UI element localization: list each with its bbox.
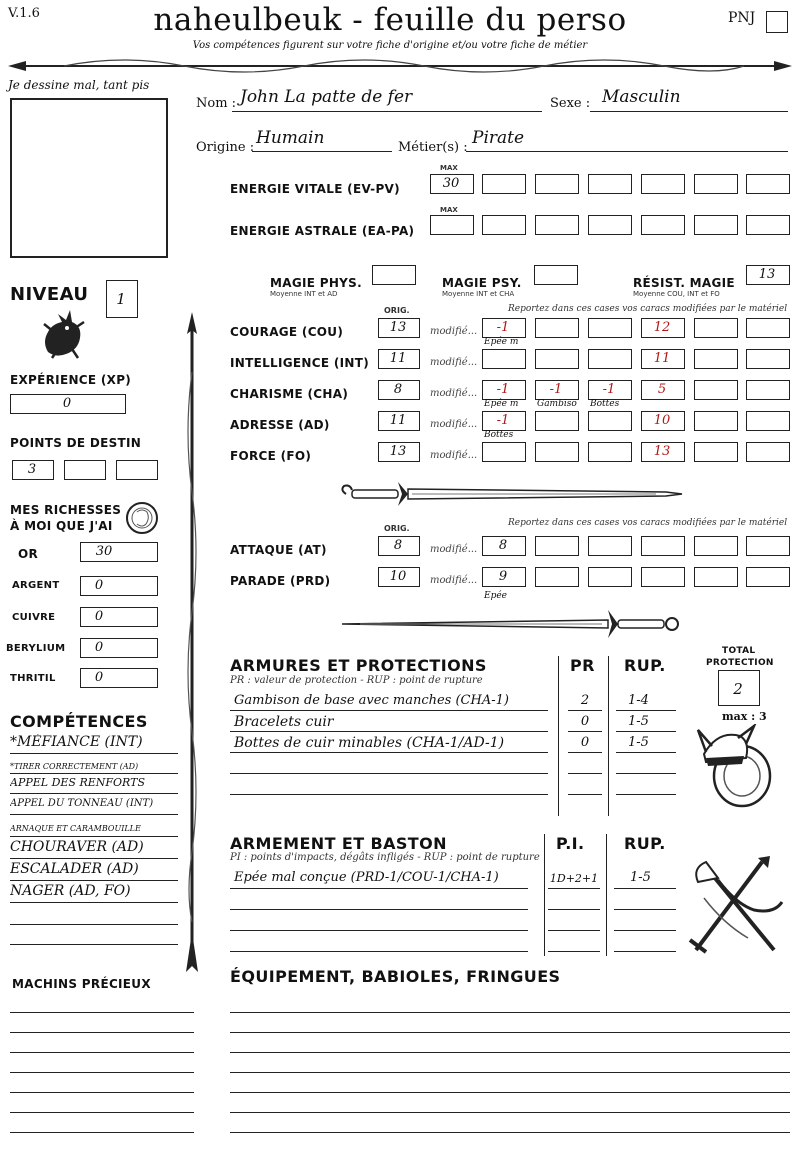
competence-item[interactable]: CHOURAVER (AD) <box>10 839 178 859</box>
arme-pi-line[interactable] <box>548 930 600 931</box>
xp-box[interactable]: 0 <box>10 394 126 414</box>
armure-name: Gambison de base avec manches (CHA-1) <box>234 693 509 708</box>
origine-field[interactable] <box>252 128 392 152</box>
combat-note: Reportez dans ces cases vos caracs modifiées par le matériel <box>508 518 788 528</box>
combat-orig-box[interactable] <box>378 567 420 587</box>
modifie-label: modifié... <box>430 326 478 337</box>
berylium-label: BERYLIUM <box>6 643 66 654</box>
equipement-line[interactable] <box>230 1032 790 1033</box>
max-protection: max : 3 <box>722 710 767 723</box>
carac-label: ADRESSE (AD) <box>230 418 330 432</box>
berylium-box[interactable]: 0 <box>80 638 158 658</box>
carac-mod-box[interactable] <box>588 349 632 369</box>
carac-label: FORCE (FO) <box>230 449 312 463</box>
helmet-shield-icon <box>696 724 776 810</box>
combat-mod-box[interactable] <box>482 567 526 587</box>
ea-label: ENERGIE ASTRALE (EA-PA) <box>230 224 415 238</box>
competence-item[interactable]: NAGER (AD, FO) <box>10 883 178 903</box>
armure-rup-line[interactable] <box>616 794 676 795</box>
carac-mod-note: Gambiso <box>537 399 577 409</box>
armement-col-rup: RUP. <box>624 834 666 853</box>
carac-mod-box[interactable] <box>694 411 738 431</box>
arme-rup-line[interactable] <box>614 930 676 931</box>
ea-box[interactable] <box>535 215 579 235</box>
nom-label: Nom : <box>196 96 237 111</box>
portrait-caption: Je dessine mal, tant pis <box>8 78 150 92</box>
niveau-label: NIVEAU <box>10 284 89 305</box>
thritil-box[interactable]: 0 <box>80 668 158 688</box>
arme-line[interactable] <box>230 951 528 952</box>
carac-orig-value: 8 <box>393 382 403 397</box>
modifie-label: modifié... <box>430 450 478 461</box>
carac-mod-box[interactable] <box>588 380 632 400</box>
cuivre-label: CUIVRE <box>12 612 56 623</box>
ea-box[interactable] <box>641 215 685 235</box>
armures-sub: PR : valeur de protection - RUP : point de rupture <box>230 675 483 686</box>
magie-phys-box[interactable] <box>372 265 416 285</box>
carac-mod-box[interactable] <box>482 411 526 431</box>
armure-pr: 2 <box>580 693 590 708</box>
equipement-line[interactable] <box>230 1112 790 1113</box>
carac-mod-box[interactable] <box>694 380 738 400</box>
magie-psy-label: MAGIE PSY. <box>442 276 522 290</box>
combat-mod-box[interactable] <box>641 567 685 587</box>
carac-orig-box[interactable] <box>378 380 420 400</box>
carac-label: COURAGE (COU) <box>230 325 344 339</box>
armure-line[interactable] <box>230 731 548 732</box>
resist-magie-box[interactable]: 13 <box>746 265 790 285</box>
carac-mod-box[interactable] <box>588 442 632 462</box>
carac-mod-box[interactable] <box>482 349 526 369</box>
competence-line[interactable] <box>10 944 178 945</box>
argent-box[interactable]: 0 <box>80 576 158 596</box>
armement-sub: PI : points d'impacts, dégâts infligés - RUP : point de rupture <box>230 852 540 863</box>
competence-item[interactable]: APPEL DES RENFORTS <box>10 776 178 794</box>
total-protection-label: TOTAL <box>722 646 756 656</box>
armure-rup: 1-4 <box>628 693 649 708</box>
ea-box[interactable] <box>482 215 526 235</box>
carac-mod-note: Bottes <box>590 399 620 409</box>
portrait-box[interactable] <box>10 98 168 258</box>
equipement-line[interactable] <box>230 1052 790 1053</box>
metier-value: Pirate <box>472 128 525 148</box>
combat-mod-box[interactable] <box>694 567 738 587</box>
combat-mod-box[interactable] <box>588 536 632 556</box>
carac-orig-box[interactable] <box>378 349 420 369</box>
carac-mod-note: Epée m <box>484 337 519 347</box>
armure-pr-line[interactable] <box>568 773 602 774</box>
carac-orig-value: 13 <box>389 320 407 335</box>
cuivre-box[interactable]: 0 <box>80 607 158 627</box>
carac-mod-box[interactable] <box>746 380 790 400</box>
ev-box[interactable] <box>482 174 526 194</box>
carac-mod-box[interactable] <box>694 318 738 338</box>
ea-max-label: MAX <box>440 206 458 214</box>
origine-value: Humain <box>256 128 325 148</box>
equipement-title: ÉQUIPEMENT, BABIOLES, FRINGUES <box>230 967 561 986</box>
modifie-label: modifié... <box>430 419 478 430</box>
carac-orig-value: 13 <box>389 444 407 459</box>
carac-mod-box[interactable] <box>641 349 685 369</box>
coin-icon <box>124 500 160 536</box>
equipement-line[interactable] <box>230 1132 790 1133</box>
sword-icon <box>336 478 686 512</box>
combat-note: Epée <box>484 591 507 601</box>
richesses-label-2: À MOI QUE J'AI <box>10 519 113 533</box>
machins-line[interactable] <box>10 1132 194 1133</box>
arme-rup-line[interactable] <box>614 951 676 952</box>
machins-line[interactable] <box>10 1032 194 1033</box>
arme-line[interactable] <box>230 888 528 889</box>
combat-label: ATTAQUE (AT) <box>230 543 327 557</box>
armure-rup: 1-5 <box>628 714 649 729</box>
resist-magie-label: RÉSIST. MAGIE <box>633 276 735 290</box>
carac-mod-value: -1 <box>602 382 616 397</box>
machins-line[interactable] <box>10 1092 194 1093</box>
xp-label: EXPÉRIENCE (XP) <box>10 373 132 387</box>
nom-value: John La patte de fer <box>240 87 413 107</box>
competence-item[interactable]: ESCALADER (AD) <box>10 861 178 881</box>
carac-orig-box[interactable] <box>378 411 420 431</box>
destin-label: POINTS DE DESTIN <box>10 436 142 450</box>
carac-mod-box[interactable] <box>535 318 579 338</box>
arme-pi-line[interactable] <box>548 909 600 910</box>
carac-mod-box[interactable] <box>694 442 738 462</box>
pnj-label: PNJ <box>728 10 756 26</box>
thritil-label: THRITIL <box>10 673 56 684</box>
armure-pr: 0 <box>580 735 590 750</box>
modifie-label: modifié... <box>430 575 478 586</box>
caracs-note: Reportez dans ces cases vos caracs modifiées par le matériel <box>508 304 788 314</box>
carac-mod-value: -1 <box>496 382 510 397</box>
carac-mod-box[interactable] <box>588 411 632 431</box>
competence-item[interactable]: *TIRER CORRECTEMENT (AD) <box>10 758 178 774</box>
armure-rup: 1-5 <box>628 735 649 750</box>
combat-label: PARADE (PRD) <box>230 574 331 588</box>
arme-rup: 1-5 <box>630 870 651 885</box>
combat-orig-label: ORIG. <box>384 524 410 533</box>
carac-mod-box[interactable] <box>535 349 579 369</box>
or-box[interactable]: 30 <box>80 542 158 562</box>
carac-mod-box[interactable] <box>641 318 685 338</box>
metier-field[interactable] <box>466 128 788 152</box>
carac-mod-value: 13 <box>653 444 671 459</box>
carac-orig-value: 11 <box>389 413 407 428</box>
carac-mod-box[interactable] <box>746 318 790 338</box>
carac-mod-box[interactable] <box>641 411 685 431</box>
combat-orig-value: 8 <box>393 538 403 553</box>
magie-psy-sub: Moyenne INT et CHA <box>442 290 515 298</box>
armure-rup-line[interactable] <box>616 752 676 753</box>
version-label: V.1.6 <box>8 6 40 21</box>
competence-line[interactable] <box>10 924 178 925</box>
ev-label: ENERGIE VITALE (EV-PV) <box>230 182 400 196</box>
magie-psy-box[interactable] <box>534 265 578 285</box>
origine-label: Origine : <box>196 140 255 155</box>
ev-box[interactable] <box>588 174 632 194</box>
armures-col-pr: PR <box>570 656 595 675</box>
arme-rup-line[interactable] <box>614 888 676 889</box>
destin-box[interactable]: 3 <box>12 460 54 480</box>
combat-mod-value: 8 <box>498 538 508 553</box>
armure-rup-line[interactable] <box>616 710 676 711</box>
caracs-orig-label: ORIG. <box>384 306 410 315</box>
carac-mod-box[interactable] <box>746 411 790 431</box>
carac-mod-box[interactable] <box>588 318 632 338</box>
machins-line[interactable] <box>10 1052 194 1053</box>
sexe-label: Sexe : <box>550 96 591 111</box>
modifie-label: modifié... <box>430 388 478 399</box>
armure-pr-line[interactable] <box>568 752 602 753</box>
carac-mod-box[interactable] <box>482 442 526 462</box>
carac-mod-box[interactable] <box>535 411 579 431</box>
combat-mod-value: 9 <box>498 569 508 584</box>
armure-pr-line[interactable] <box>568 710 602 711</box>
carac-mod-box[interactable] <box>535 380 579 400</box>
destin-box[interactable] <box>116 460 158 480</box>
combat-mod-box[interactable] <box>746 567 790 587</box>
armure-rup-line[interactable] <box>616 773 676 774</box>
combat-mod-box[interactable] <box>482 536 526 556</box>
armure-name: Bracelets cuir <box>234 714 334 730</box>
carac-mod-box[interactable] <box>482 380 526 400</box>
ev-box[interactable] <box>641 174 685 194</box>
armure-line[interactable] <box>230 773 548 774</box>
armure-line[interactable] <box>230 710 548 711</box>
page-subtitle: Vos compétences figurent sur votre fiche d'origine et/ou votre fiche de métier <box>192 40 588 51</box>
armure-name: Bottes de cuir minables (CHA-1/AD-1) <box>234 735 505 751</box>
carac-mod-box[interactable] <box>746 442 790 462</box>
or-label: OR <box>18 547 39 561</box>
ev-box[interactable] <box>746 174 790 194</box>
carac-mod-value: -1 <box>496 413 510 428</box>
modifie-label: modifié... <box>430 544 478 555</box>
combat-orig-box[interactable] <box>378 536 420 556</box>
carac-mod-value: 11 <box>653 351 671 366</box>
ev-max-box[interactable]: 30 <box>430 174 474 194</box>
carac-orig-value: 11 <box>389 351 407 366</box>
magie-phys-label: MAGIE PHYS. <box>270 276 362 290</box>
carac-mod-value: 5 <box>657 382 667 397</box>
armure-rup-line[interactable] <box>616 731 676 732</box>
carac-mod-value: 12 <box>653 320 671 335</box>
combat-orig-value: 10 <box>389 569 407 584</box>
equipement-line[interactable] <box>230 1072 790 1073</box>
carac-orig-box[interactable] <box>378 442 420 462</box>
carac-mod-note: Bottes <box>484 430 514 440</box>
ea-box[interactable] <box>588 215 632 235</box>
carac-mod-box[interactable] <box>641 442 685 462</box>
arme-pi: 1D+2+1 <box>549 872 599 885</box>
carac-mod-value: -1 <box>549 382 563 397</box>
total-protection-label-2: PROTECTION <box>706 658 774 668</box>
machins-line[interactable] <box>10 1112 194 1113</box>
armure-line[interactable] <box>230 752 548 753</box>
combat-mod-box[interactable] <box>535 567 579 587</box>
arme-name: Epée mal conçue (PRD-1/COU-1/CHA-1) <box>234 870 499 885</box>
ev-max-label: MAX <box>440 164 458 172</box>
arme-pi-line[interactable] <box>548 951 600 952</box>
crossed-weapons-icon <box>684 854 788 954</box>
sexe-field[interactable] <box>590 86 788 112</box>
carac-label: CHARISME (CHA) <box>230 387 349 401</box>
armure-pr-line[interactable] <box>568 794 602 795</box>
page-title: naheulbeuk - feuille du perso <box>153 2 627 38</box>
armement-title: ARMEMENT ET BASTON <box>230 834 447 853</box>
machins-line[interactable] <box>10 1072 194 1073</box>
total-protection-box[interactable]: 2 <box>718 670 760 706</box>
arme-pi-line[interactable] <box>548 888 600 889</box>
carac-mod-value: -1 <box>496 320 510 335</box>
niveau-box[interactable]: 1 <box>106 280 138 318</box>
equipement-line[interactable] <box>230 1092 790 1093</box>
ornamental-spear-icon <box>4 52 796 80</box>
armure-pr-line[interactable] <box>568 731 602 732</box>
carac-mod-box[interactable] <box>641 380 685 400</box>
sexe-value: Masculin <box>602 87 681 107</box>
machins-label: MACHINS PRÉCIEUX <box>12 977 151 991</box>
arme-line[interactable] <box>230 909 528 910</box>
destin-box[interactable] <box>64 460 106 480</box>
richesses-label: MES RICHESSES <box>10 503 122 517</box>
machins-line[interactable] <box>10 1012 194 1013</box>
armure-pr: 0 <box>580 714 590 729</box>
arme-line[interactable] <box>230 930 528 931</box>
ea-box[interactable] <box>694 215 738 235</box>
ev-box[interactable] <box>694 174 738 194</box>
competence-item[interactable]: APPEL DU TONNEAU (INT) <box>10 798 178 815</box>
ea-box[interactable] <box>746 215 790 235</box>
combat-mod-box[interactable] <box>535 536 579 556</box>
modifie-label: modifié... <box>430 357 478 368</box>
metier-label: Métier(s) : <box>398 140 468 155</box>
carac-orig-box[interactable] <box>378 318 420 338</box>
carac-mod-box[interactable] <box>535 442 579 462</box>
pnj-checkbox[interactable] <box>766 11 788 33</box>
combat-mod-box[interactable] <box>746 536 790 556</box>
carac-mod-box[interactable] <box>746 349 790 369</box>
combat-mod-box[interactable] <box>694 536 738 556</box>
spear-icon <box>182 312 202 978</box>
carac-label: INTELLIGENCE (INT) <box>230 356 369 370</box>
ev-box[interactable] <box>535 174 579 194</box>
combat-mod-box[interactable] <box>641 536 685 556</box>
armement-col-pi: P.I. <box>556 834 585 853</box>
armures-title: ARMURES ET PROTECTIONS <box>230 656 487 675</box>
competence-item[interactable]: ARNAQUE ET CARAMBOUILLE <box>10 821 178 837</box>
dragon-icon <box>34 302 90 362</box>
competences-label: COMPÉTENCES <box>10 712 148 731</box>
carac-mod-box[interactable] <box>694 349 738 369</box>
carac-mod-box[interactable] <box>482 318 526 338</box>
armures-col-rup: RUP. <box>624 656 666 675</box>
combat-mod-box[interactable] <box>588 567 632 587</box>
carac-mod-value: 10 <box>653 413 671 428</box>
competence-item[interactable]: *MÉFIANCE (INT) <box>10 734 178 754</box>
argent-label: ARGENT <box>12 580 60 591</box>
resist-magie-sub: Moyenne COU, INT et FO <box>633 290 720 298</box>
equipement-line[interactable] <box>230 1012 790 1013</box>
magie-phys-sub: Moyenne INT et AD <box>270 290 338 298</box>
arme-rup-line[interactable] <box>614 909 676 910</box>
nom-field[interactable] <box>232 86 542 112</box>
sword-icon <box>340 606 686 640</box>
armure-line[interactable] <box>230 794 548 795</box>
ea-max-box[interactable] <box>430 215 474 235</box>
carac-mod-note: Epée m <box>484 399 519 409</box>
